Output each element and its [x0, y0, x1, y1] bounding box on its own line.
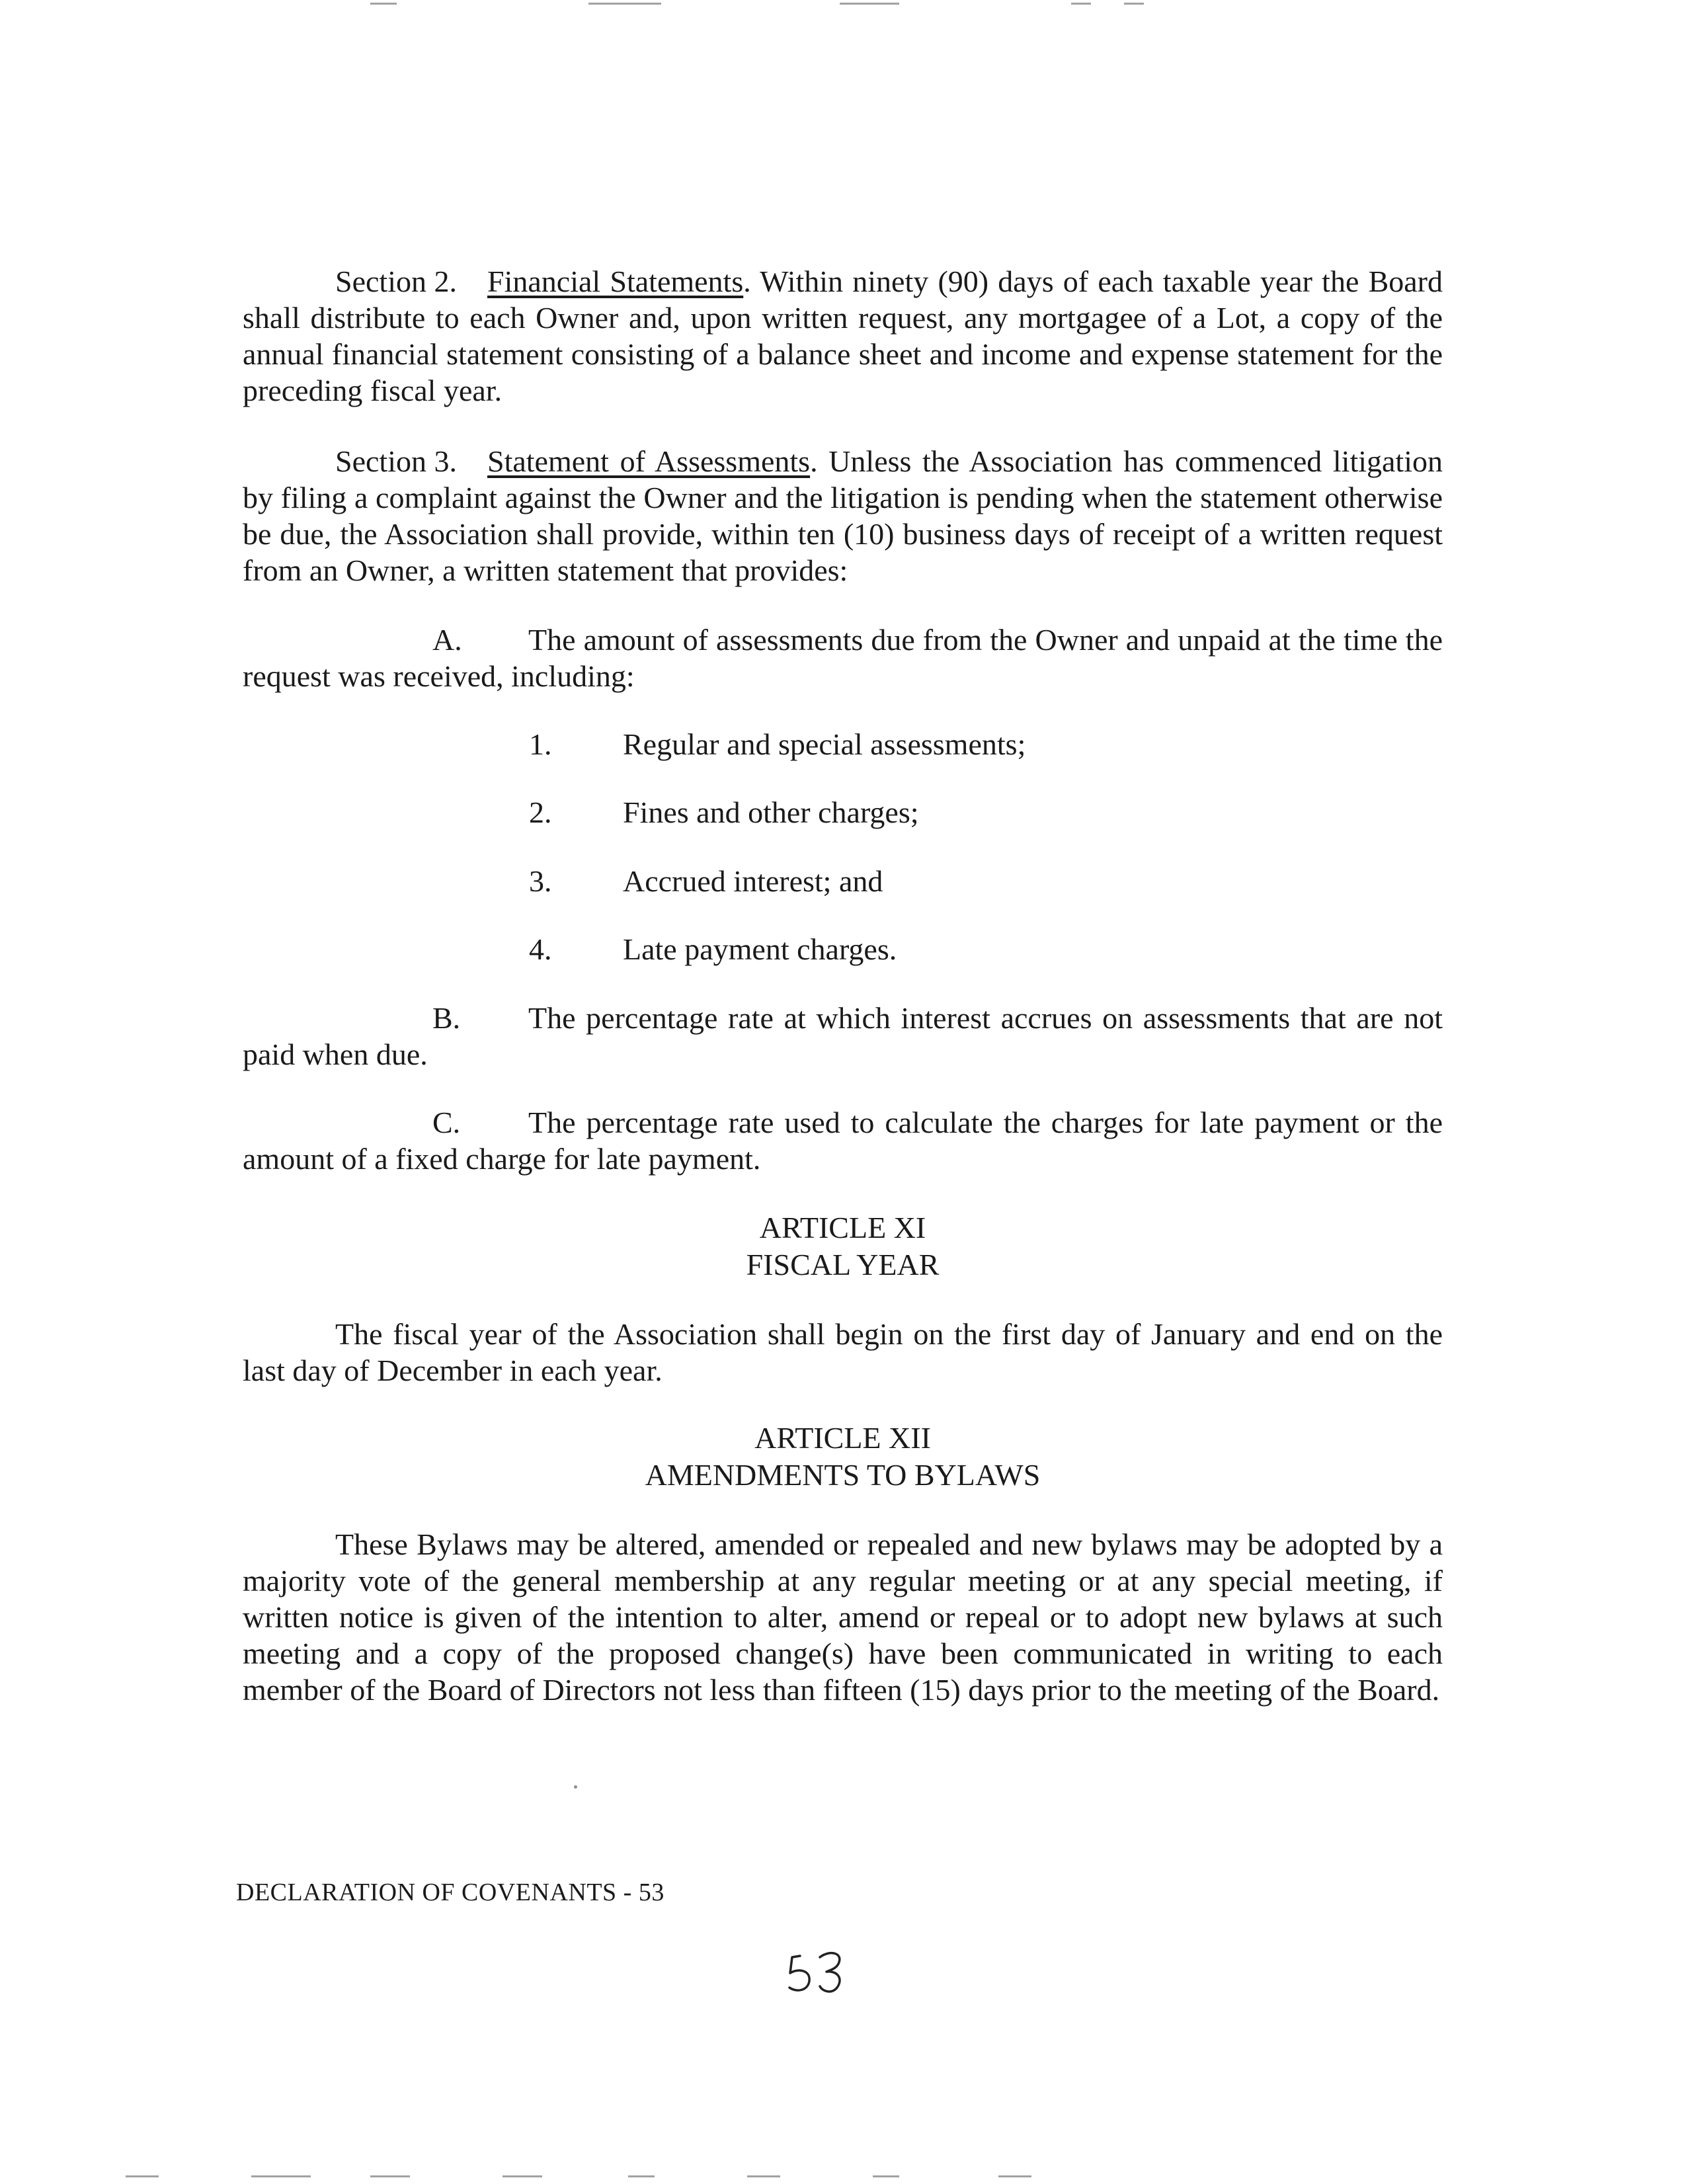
list-item-text: Regular and special assessments; [623, 727, 1026, 761]
article-11-text: The fiscal year of the Association shall begin on the first day of January and end on the last day of December in each year. [243, 1317, 1443, 1387]
footer-label: DECLARATION OF COVENANTS - 53 [236, 1879, 664, 1906]
scan-artifact [998, 2175, 1031, 2177]
section-2-paragraph [243, 263, 1443, 409]
item-c-text: The percentage rate used to calculate the charges for late payment or the amount of a fixed charge for late payment. [243, 1106, 1443, 1176]
scan-artifact [873, 2175, 899, 2177]
item-c-label: C. [432, 1106, 461, 1139]
section-2-title: Financial Statements [487, 264, 744, 298]
scan-artifact [628, 2175, 655, 2177]
item-b-text: The percentage rate at which interest accrues on assessments that are not paid when due. [243, 1001, 1443, 1071]
article-11-title: FISCAL YEAR [746, 1248, 940, 1281]
list-item-number: 2. [529, 795, 552, 829]
article-12-number: ARTICLE XII [754, 1421, 931, 1455]
list-item-number: 3. [529, 864, 552, 898]
article-11-paragraph [243, 1316, 1443, 1389]
item-c-paragraph [243, 1104, 1443, 1177]
list-item-text: Accrued interest; and [623, 864, 883, 898]
scan-artifact [126, 2175, 159, 2177]
section-3-label: Section 3. [335, 444, 457, 478]
article-12-title: AMENDMENTS TO BYLAWS [645, 1458, 1041, 1492]
article-11-number: ARTICLE XI [759, 1211, 926, 1244]
item-b-label: B. [432, 1001, 461, 1035]
item-a-text: The amount of assessments due from the Owner and unpaid at the time the request was received, including: [243, 623, 1443, 693]
scan-artifact [588, 3, 661, 5]
scan-artifact [1071, 3, 1091, 5]
scan-artifact [747, 2175, 780, 2177]
scan-artifact [370, 3, 397, 5]
scan-artifact [1124, 3, 1144, 5]
list-item-text: Fines and other charges; [623, 795, 919, 829]
section-2-text: . Within ninety (90) days of each taxable year the Board shall distribute to each Owner and, upon written request, any mortgagee of a Lot, a copy of the annual financial statement consisting of a balance sheet and income and expense statement for the preceding fiscal year. [243, 264, 1443, 407]
scan-artifact [840, 3, 899, 5]
article-12-paragraph [243, 1526, 1443, 1708]
item-b-paragraph [243, 1000, 1443, 1072]
handwritten-page-number [780, 1944, 860, 2003]
scan-artifact [251, 2175, 311, 2177]
list-item-number: 4. [529, 932, 552, 966]
article-12-text: These Bylaws may be altered, amended or repealed and new bylaws may be adopted by a majority vote of the general membership at any regular meeting or at any special meeting, if written notice is given of the intention to alter, amend or repeal or to adopt new bylaws at such meeting and a copy of the proposed change(s) have been communicated in writing to each member of the Board of Directors not less than fifteen (15) days prior to the meeting of the Board. [243, 1527, 1443, 1707]
section-3-text: . Unless the Association has commenced litigation by filing a complaint against the Owner and the litigation is pending when the statement otherwise be due, the Association shall provide, within ten (10) business days of receipt of a written request from an Owner, a written statement that provides: [243, 444, 1443, 587]
list-item-number: 1. [529, 727, 552, 761]
scan-artifact [370, 2175, 410, 2177]
list-item-text: Late payment charges. [623, 932, 897, 966]
article-11-heading [243, 1209, 1443, 1283]
item-a-paragraph [243, 622, 1443, 694]
section-2-label: Section 2. [335, 264, 457, 298]
section-3-title: Statement of Assessments [487, 444, 811, 478]
scan-dot [574, 1785, 577, 1789]
section-3-paragraph [243, 443, 1443, 588]
article-12-heading [243, 1420, 1443, 1494]
item-a-label: A. [432, 623, 462, 657]
scan-artifact [503, 2175, 542, 2177]
